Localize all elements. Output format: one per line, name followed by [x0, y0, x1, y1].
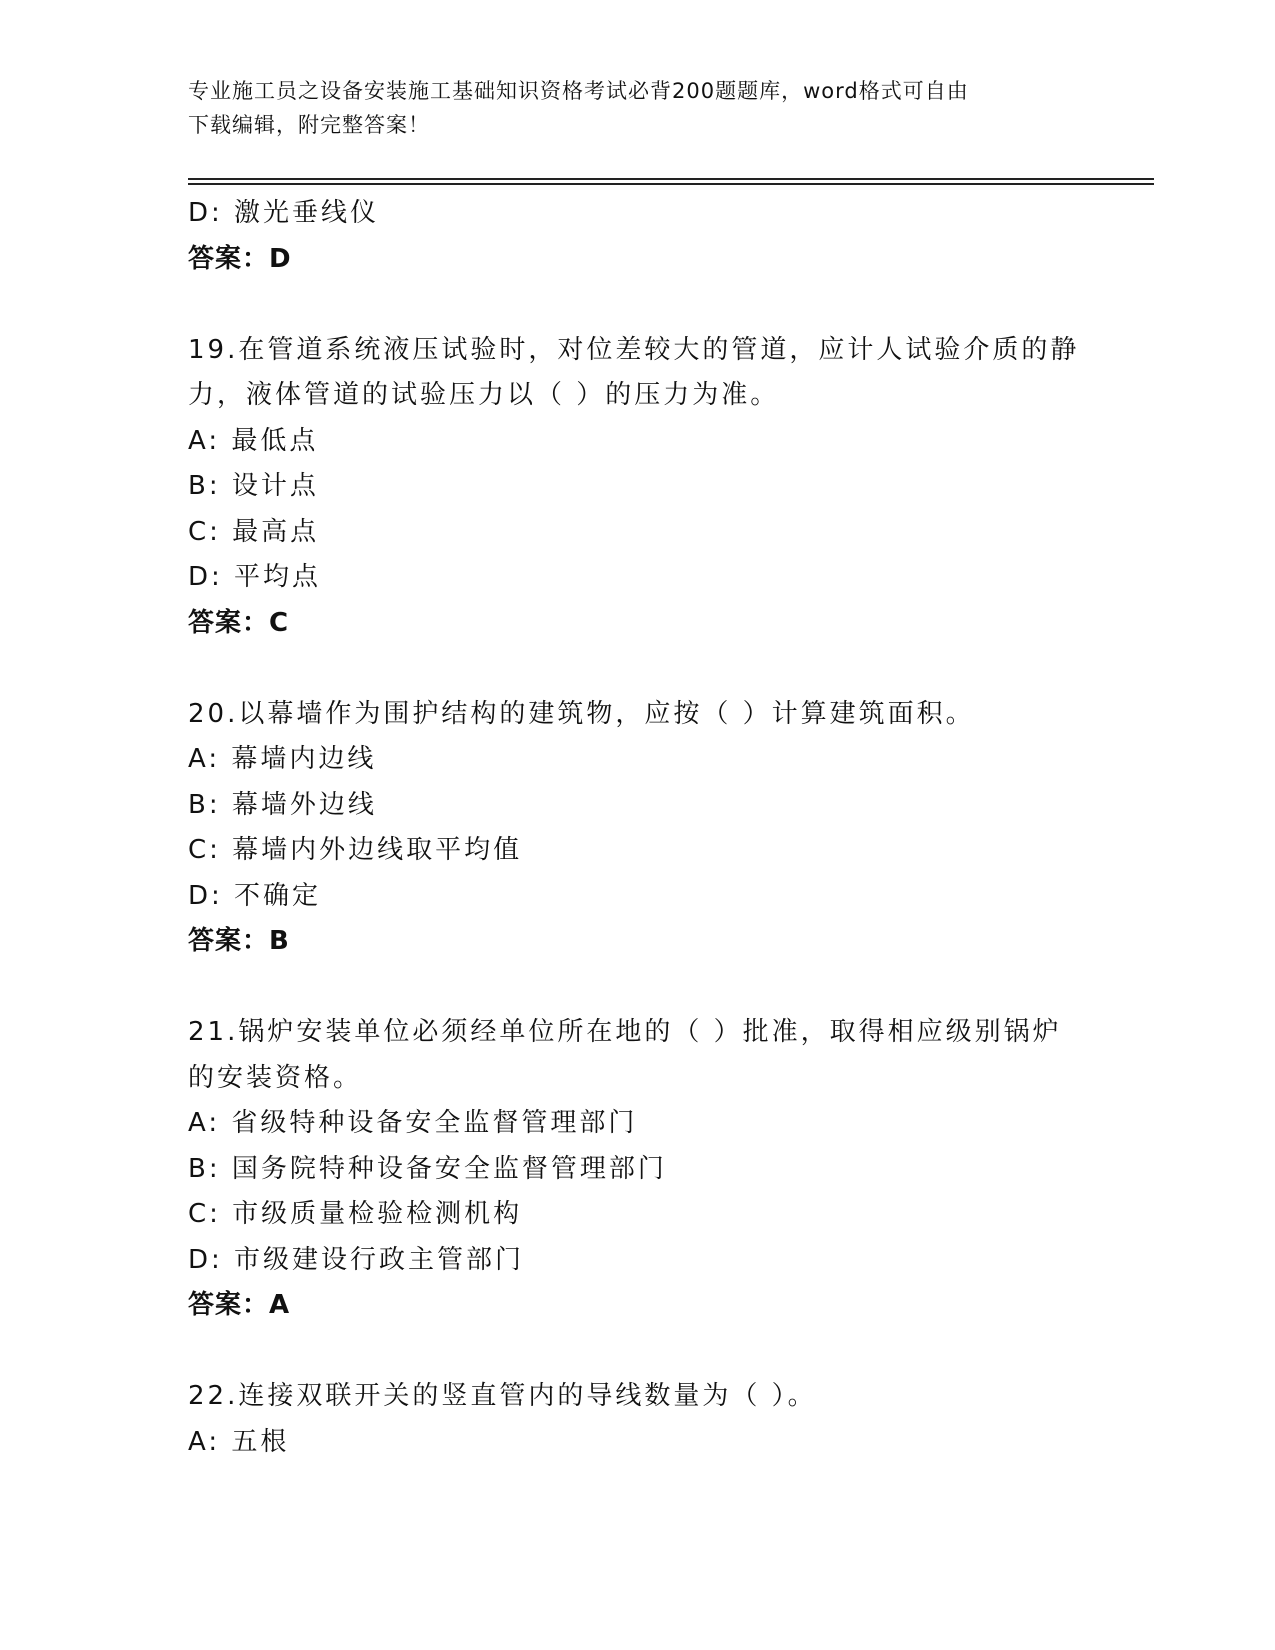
header-divider-bottom — [188, 183, 1154, 185]
spacer — [188, 1329, 1088, 1375]
option-a: A: 幕墙内边线 — [188, 744, 377, 774]
option-c: C: 幕墙内外边线取平均值 — [188, 835, 523, 865]
option-b: B: 幕墙外边线 — [188, 789, 377, 820]
option-d: D: 市级建设行政主管部门 — [188, 1244, 525, 1275]
spacer — [188, 965, 1088, 1011]
option-d: D: 激光垂线仪 — [188, 198, 380, 228]
option-a: A: 五根 — [188, 1426, 290, 1457]
question-stem-line-1: 22.连接双联开关的竖直管内的导线数量为（ ）。 — [188, 1381, 817, 1411]
question-20 — [188, 692, 1088, 965]
spacer — [188, 646, 1088, 692]
question-stem-line-2: 的安装资格。 — [188, 1062, 363, 1093]
option-a: A: 最低点 — [188, 425, 319, 456]
question-19 — [188, 328, 1088, 647]
option-c: C: 市级质量检验检测机构 — [188, 1199, 523, 1229]
header-line-2: 下载编辑，附完整答案！ — [188, 113, 430, 137]
answer-line: 答案：A — [188, 1290, 291, 1320]
question-list — [188, 191, 1088, 1465]
answer-line: 答案：C — [188, 607, 290, 638]
spacer — [188, 282, 1088, 328]
header-line-1: 专业施工员之设备安装施工基础知识资格考试必背200题题库，word格式可自由 — [188, 79, 969, 103]
option-c: C: 最高点 — [188, 516, 320, 547]
document-header — [188, 74, 1088, 142]
answer-line: 答案：B — [188, 926, 290, 956]
question-stem-line-1: 20.以幕墙作为围护结构的建筑物，应按（ ）计算建筑面积。 — [188, 698, 975, 729]
option-b: B: 国务院特种设备安全监督管理部门 — [188, 1153, 667, 1184]
option-d: D: 平均点 — [188, 562, 322, 592]
option-b: B: 设计点 — [188, 471, 319, 501]
question-stem-line-1: 21.锅炉安装单位必须经单位所在地的（ ）批准，取得相应级别锅炉 — [188, 1017, 1062, 1047]
question-22 — [188, 1374, 1088, 1465]
question-stem-line-2: 力，液体管道的试验压力以（ ）的压力为准。 — [188, 380, 780, 410]
option-a: A: 省级特种设备安全监督管理部门 — [188, 1108, 638, 1138]
answer-line: 答案：D — [188, 243, 292, 274]
question-21 — [188, 1010, 1088, 1329]
option-d: D: 不确定 — [188, 880, 322, 911]
question-stem-line-1: 19.在管道系统液压试验时，对位差较大的管道，应计人试验介质的静 — [188, 334, 1080, 365]
header-divider-top — [188, 178, 1154, 180]
question-18-tail — [188, 191, 1088, 282]
